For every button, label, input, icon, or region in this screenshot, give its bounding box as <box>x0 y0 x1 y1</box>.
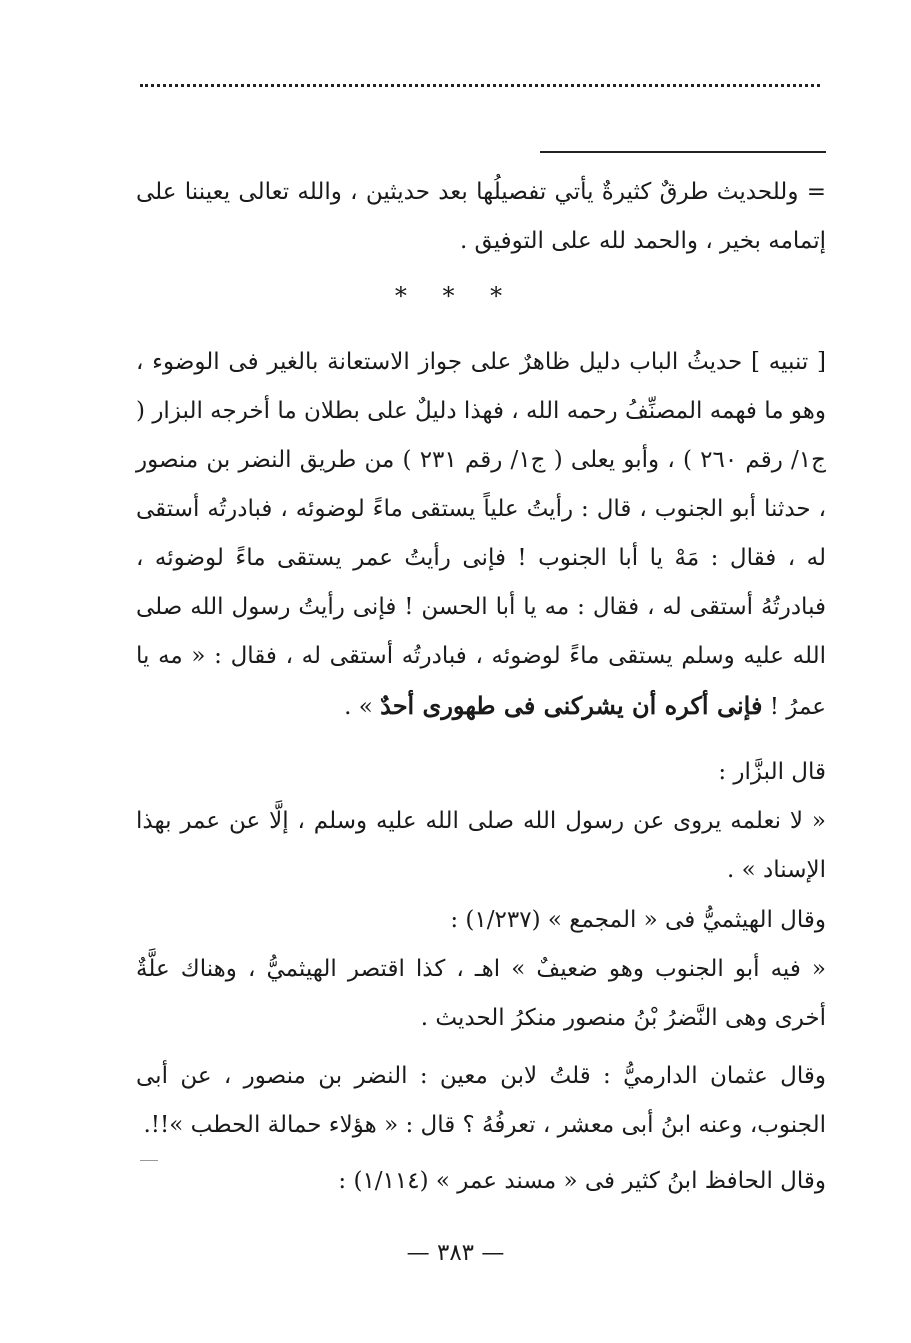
bazzar-line-2: الإسناد » . <box>727 857 826 883</box>
darimi-paragraph <box>136 1052 826 1150</box>
tanbih-line: ( ج١/ رقم ٢٦٠ ) ، وأبو يعلى ( ج١/ رقم ٢٣١ ) من طريق النضر بن <box>136 398 826 473</box>
haythami-intro: وقال الهيثميُّ فى « المجمع » (١/٢٣٧) : <box>450 907 826 933</box>
footnote-line-2: إتمامه بخير ، والحمد لله على التوفيق . <box>459 228 826 254</box>
tanbih-line: أستقى له ، فقال : مَهْ يا أبا الجنوب ! فإنى رأيتُ عمر يستقى ماءً لوضوئه ، <box>136 496 826 571</box>
tanbih-line: عليه وسلم يستقى ماءً لوضوئه ، فبادرتُه أستقى له ، فقال : « مه يا عمرُ ! <box>136 643 826 720</box>
section-separator: * * * <box>394 282 517 310</box>
footnote-paragraph <box>136 168 826 266</box>
tanbih-line: فبادرتُهُ أستقى له ، فقال : مه يا أبا الحسن ! فإنى رأيتُ رسول الله صلى الله <box>136 594 826 669</box>
tanbih-line: وهو ما فهمه المصنِّفُ رحمه الله ، فهذا دليلٌ على بطلان ما أخرجه البزار <box>152 398 826 424</box>
ibn-kathir-intro: وقال الحافظ ابنُ كثير فى « مسند عمر » (١/١١٤) : <box>338 1168 826 1194</box>
tanbih-line: منصور ، حدثنا أبو الجنوب ، قال : رأيتُ علياً يستقى ماءً لوضوئه ، فبادرتُه <box>136 447 827 522</box>
tanbih-bold-quote: فإنى أكره أن يشركنى فى طهورى أحدٌ <box>380 691 763 720</box>
footnote-line-1: = وللحديث طرقٌ كثيرةٌ يأتي تفصيلُها بعد حديثين ، والله تعالى يعيننا على <box>136 179 826 205</box>
bazzar-intro: قال البزَّار : <box>718 759 826 785</box>
darimi-line-1: وقال عثمان الدارميُّ : قلتُ لابن معين : النضر بن منصور ، عن <box>180 1063 827 1089</box>
page-number: — ٣٨٣ — <box>406 1240 505 1266</box>
haythami-line-1: « فيه أبو الجنوب وهو ضعيفٌ » اهـ ، كذا اقتصر الهيثميُّ ، وهناك علَّةٌ <box>136 956 826 982</box>
darimi-line-2: أبى الجنوب، وعنه ابنُ أبى معشر ، تعرفُهُ ؟ قال : « هؤلاء حمالة الحطب »!!. <box>136 1063 826 1138</box>
haythami-line-2: أخرى وهى النَّضرُ بْنُ منصور منكرُ الحديث . <box>420 1005 826 1031</box>
bazzar-quote <box>136 797 826 895</box>
tanbih-quote-end: » . <box>344 694 373 720</box>
tanbih-line: [ تنبيه ] حديثُ الباب دليل ظاهرٌ على جواز الاستعانة بالغير فى الوضوء ، <box>136 349 826 375</box>
haythami-quote <box>136 945 826 1043</box>
tanbih-paragraph <box>136 338 826 732</box>
top-dotted-rule <box>140 84 820 87</box>
bazzar-line-1: « لا نعلمه يروى عن رسول الله صلى الله عليه وسلم ، إلَّا عن عمر بهذا <box>136 808 826 834</box>
footnote-rule <box>540 151 826 153</box>
